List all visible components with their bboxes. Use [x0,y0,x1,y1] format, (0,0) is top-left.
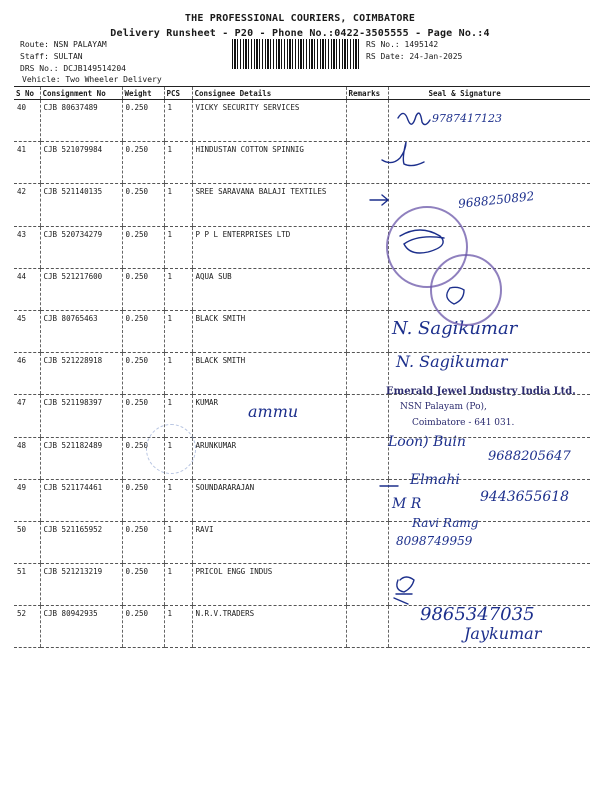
route-label: Route: NSN PALAYAM [20,40,107,49]
cell-weight: 0.250 [122,353,164,395]
handwriting-name-46: N. Sagikumar [396,352,508,371]
cell-consignee: AQUA SUB [192,268,346,310]
cell-weight: 0.250 [122,521,164,563]
cell-consignment: CJB 521079984 [40,142,122,184]
cell-remarks [346,268,388,310]
cell-weight: 0.250 [122,268,164,310]
cell-sno: 46 [14,353,40,395]
cell-remarks [346,479,388,521]
cell-sno: 41 [14,142,40,184]
handwriting-name-52: Jaykumar [464,624,542,643]
cell-consignment: CJB 521213219 [40,564,122,606]
handwriting-sig-47: ammu [248,402,299,421]
handwriting-phone-52: 9865347035 [420,604,535,625]
cell-sno: 40 [14,100,40,142]
cell-pcs: 1 [164,479,192,521]
handwriting-phone-42: 9688250892 [457,189,535,211]
faint-seal [146,424,196,474]
cell-sno: 51 [14,564,40,606]
col-remarks: Remarks [346,87,388,100]
cell-consignee: PRICOL ENGG INDUS [192,564,346,606]
cell-pcs: 1 [164,437,192,479]
cell-weight: 0.250 [122,564,164,606]
cell-consignee: ARUNKUMAR [192,437,346,479]
col-consignee: Consignee Details [192,87,346,100]
cell-remarks [346,353,388,395]
cell-remarks [346,226,388,268]
cell-consignee: SOUNDARARAJAN [192,479,346,521]
cell-consignment: CJB 80765463 [40,310,122,352]
cell-seal [388,142,590,184]
cell-sno: 48 [14,437,40,479]
table-row [14,521,590,563]
col-consignment: Consignment No [40,87,122,100]
cell-pcs: 1 [164,268,192,310]
handwriting-sig-48: Loon) Buin [388,434,466,450]
table-row [14,395,590,437]
vehicle-label: Vehicle: Two Wheeler Delivery [22,75,162,84]
cell-sno: 50 [14,521,40,563]
table-row [14,100,590,142]
cell-consignment: CJB 521217600 [40,268,122,310]
stamp-address-1: NSN Palayam (Po), [400,402,487,412]
cell-weight: 0.250 [122,606,164,648]
cell-consignment: CJB 521198397 [40,395,122,437]
cell-pcs: 1 [164,100,192,142]
handwriting-phone-40: 9787417123 [432,112,502,125]
cell-pcs: 1 [164,564,192,606]
cell-consignee: BLACK SMITH [192,353,346,395]
runsheet-title: Delivery Runsheet - P20 - Phone No.:0422-3505555 - Page No.:4 [110,28,490,39]
cell-pcs: 1 [164,142,192,184]
cell-pcs: 1 [164,521,192,563]
cell-weight: 0.250 [122,310,164,352]
cell-sno: 45 [14,310,40,352]
handwriting-mr-49: M R [392,496,422,512]
cell-consignee: BLACK SMITH [192,310,346,352]
cell-remarks [346,606,388,648]
cell-pcs: 1 [164,226,192,268]
cell-consignment: CJB 521182489 [40,437,122,479]
company-title: THE PROFESSIONAL COURIERS, COIMBATORE [184,13,416,24]
cell-pcs: 1 [164,606,192,648]
cell-remarks [346,184,388,226]
cell-weight: 0.250 [122,479,164,521]
table-row [14,268,590,310]
cell-consignment: CJB 521228918 [40,353,122,395]
cell-weight: 0.250 [122,184,164,226]
handwriting-phone-50: 8098749959 [396,534,473,548]
cell-consignment: CJB 521165952 [40,521,122,563]
cell-remarks [346,521,388,563]
handwriting-name-50: Ravi Ramg [412,516,479,530]
cell-consignee: VICKY SECURITY SERVICES [192,100,346,142]
cell-remarks [346,564,388,606]
col-weight: Weight [122,87,164,100]
cell-consignee: RAVI [192,521,346,563]
cell-consignment: CJB 520734279 [40,226,122,268]
cell-weight: 0.250 [122,226,164,268]
cell-sno: 42 [14,184,40,226]
staff-label: Staff: SULTAN [20,52,83,61]
cell-remarks [346,142,388,184]
col-seal: Seal & Signature [388,87,590,100]
handwriting-name-45: N. Sagikumar [392,318,518,339]
cell-consignment: CJB 80942935 [40,606,122,648]
handwriting-phone-49: 9443655618 [480,489,570,505]
cell-pcs: 1 [164,184,192,226]
cell-sno: 47 [14,395,40,437]
barcode [232,39,360,69]
rs-number: RS No.: 1495142 [366,40,439,49]
cell-seal [388,564,590,606]
cell-pcs: 1 [164,395,192,437]
cell-remarks [346,310,388,352]
rs-date: RS Date: 24-Jan-2025 [366,52,463,61]
cell-consignee: HINDUSTAN COTTON SPINNIG [192,142,346,184]
table-row [14,564,590,606]
cell-remarks [346,437,388,479]
cell-consignment: CJB 80637489 [40,100,122,142]
cell-consignee: P P L ENTERPRISES LTD [192,226,346,268]
cell-weight: 0.250 [122,395,164,437]
stamp-address-2: Coimbatore - 641 031. [412,418,515,428]
stamp-company-name: Emerald Jewel Industry India Ltd. [386,386,576,397]
cell-pcs: 1 [164,310,192,352]
round-seal-2 [430,254,502,326]
col-sno: S No [14,87,40,100]
handwriting-phone-48: 9688205647 [488,449,571,464]
cell-consignment: CJB 521174461 [40,479,122,521]
cell-sno: 52 [14,606,40,648]
table-row [14,142,590,184]
table-header-row [14,87,590,100]
cell-weight: 0.250 [122,100,164,142]
cell-sno: 43 [14,226,40,268]
col-pcs: PCS [164,87,192,100]
table-row [14,226,590,268]
cell-consignee: SREE SARAVANA BALAJI TEXTILES [192,184,346,226]
cell-pcs: 1 [164,353,192,395]
cell-weight: 0.250 [122,437,164,479]
cell-remarks [346,395,388,437]
cell-consignment: CJB 521140135 [40,184,122,226]
drs-number: DRS No.: DCJB149514204 [20,64,126,73]
cell-consignee: KUMAR [192,395,346,437]
cell-consignee: N.R.V.TRADERS [192,606,346,648]
handwriting-name-49: Elmahi [410,472,460,488]
cell-remarks [346,100,388,142]
cell-weight: 0.250 [122,142,164,184]
cell-sno: 49 [14,479,40,521]
cell-sno: 44 [14,268,40,310]
